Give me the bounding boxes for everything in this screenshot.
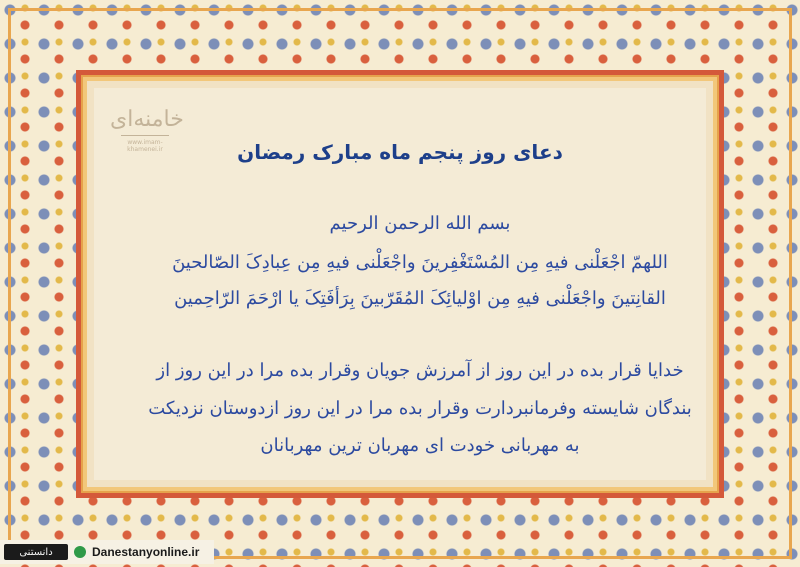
arabic-line-1: بسم الله الرحمن الرحیم [329,213,511,234]
page-title: دعای روز پنجم ماه مبارک رمضان [237,140,563,164]
persian-line-2: بندگان شایسته وفرمانبردارت وقرار بده مرا در این روز ازدوستان نزدیکت [148,398,692,419]
persian-line-3: به مهربانی خودت ای مهربان ترین مهربانان [260,435,580,456]
danestani-badge: دانستنی [4,544,68,560]
logo-divider [121,135,169,136]
logo-mark: خامنه‌ای [110,107,184,132]
site-name: Danestanyonline.ir [92,545,200,559]
watermark-footer [0,540,214,564]
persian-line-1: خدایا قرار بده در این روز از آمرزش جویان وقرار بده مرا در این روز از [156,360,684,381]
globe-icon [74,546,86,558]
arabic-line-2: اللهمّ اجْعَلْنی فیهِ مِن المُسْتَغْفِرینَ واجْعَلْنی فیهِ مِن عِبادِکَ الصّالحینَ [172,252,668,273]
arabic-line-3: القانِتینَ واجْعَلْنی فیهِ مِن اوْلیائِکَ المُقَرّبینَ بِرَأفَتِکَ یا ارْحَمَ الرّاحِمین [174,288,666,309]
logo-url: www.imam-khamenei.ir [127,139,163,153]
